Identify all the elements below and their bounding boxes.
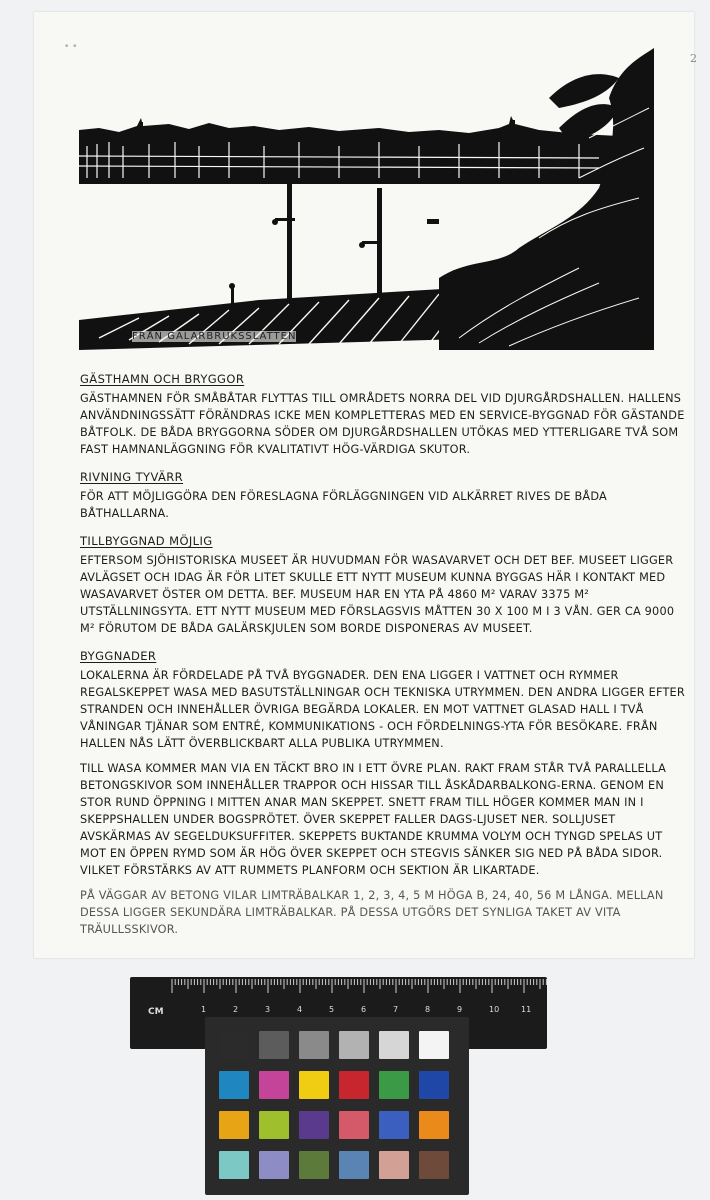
color-swatch [259,1151,289,1179]
section-heading: RIVNING TYVÄRR [80,470,184,484]
color-swatch [299,1151,329,1179]
color-swatch [219,1111,249,1139]
ruler-number: 4 [297,1005,303,1014]
section-extension [80,530,688,637]
section-paragraph: PÅ VÄGGAR AV BETONG VILAR LIMTRÄBALKAR 1, 2, 3, 4, 5 M HÖGA B, 24, 40, 56 M LÅNGA. MELLAN DESSA LIGGER SEKUNDÄRA LIMTRÄBALKAR. PÅ DESSA UTGÖRS DET SYNLIGA TAKET AV VITA TRÄULLSSKIVOR. [80,889,664,936]
color-swatch [379,1151,409,1179]
ruler-number: 5 [329,1005,335,1014]
color-swatch [259,1111,289,1139]
color-swatch [339,1071,369,1099]
section-guest-harbor [80,368,688,458]
document-body [80,368,688,946]
color-swatch [259,1071,289,1099]
color-swatch [419,1151,449,1179]
ruler-number: 9 [457,1005,463,1014]
section-paragraph: EFTERSOM SJÖHISTORISKA MUSEET ÄR HUVUDMAN FÖR WASAVARVET OCH DET BEF. MUSEET LIGGER AVLÄGSET OCH IDAG ÄR FÖR LITET SKULLE ETT NYTT MUSEUM KUNNA BYGGAS HÄR I KONTAKT MED WASAVARVET ÖSTER OM DETTA. BEF. MUSEUM HAR EN YTA PÅ 4860 M² VARAV 3375 M² UTSTÄLLNINGSYTA. ETT NYTT MUSEUM MED FÖRSLAGSVIS MÅTTEN 30 X 100 M I 3 VÅN. GER CA 9000 M² FÖRUTOM DE BÅDA GALÄRSKJULEN SOM BORDE DISPONERAS AV MUSEET. [80,554,675,635]
ruler-number: 3 [265,1005,271,1014]
color-swatch [219,1071,249,1099]
section-paragraph: GÄSTHAMNEN FÖR SMÅBÅTAR FLYTTAS TILL OMRÅDETS NORRA DEL VID DJURGÅRDSHALLEN. HALLENS ANVÄNDNINGSSÄTT FÖRÄNDRAS ICKE MEN KOMPLETTERAS MED EN SERVICE-BYGGNAD FÖR GÄSTANDE BÅTFOLK. DE BÅDA BRYGGORNA SÖDER OM DJURGÅRDSHALLEN UTÖKAS MED YTTERLIGARE TVÅ SOM FAST HAMNANLÄGGNING FÖR KVALITATIVT HÖG-VÄRDIGA SKUTOR. [80,392,685,456]
color-swatch [339,1151,369,1179]
color-swatch [419,1031,449,1059]
illustration-caption: FRÅN GALÄRBRUKSSLÄTTEN [132,331,297,342]
ruler-number: 8 [425,1005,431,1014]
color-swatch [379,1111,409,1139]
page-mark: • • [64,42,78,52]
ruler-number: 7 [393,1005,399,1014]
ruler-number: 10 [489,1005,500,1014]
page-number: 2 [690,52,697,65]
ruler-unit-label: CM [148,1007,164,1017]
section-heading: BYGGNADER [80,649,157,663]
ruler-number: 2 [233,1005,239,1014]
color-swatch [339,1031,369,1059]
color-swatch [379,1071,409,1099]
color-swatch [379,1031,409,1059]
color-swatch [419,1071,449,1099]
color-swatch [299,1071,329,1099]
ruler-number: 1 [201,1005,207,1014]
ruler-number: 6 [361,1005,367,1014]
harbor-sketch-illustration [79,38,654,350]
color-swatch [259,1031,289,1059]
color-swatch [219,1151,249,1179]
section-paragraph: LOKALERNA ÄR FÖRDELADE PÅ TVÅ BYGGNADER. DEN ENA LIGGER I VATTNET OCH RYMMER REGALSKEPPET WASA MED BASUTSTÄLLNINGAR OCH TEKNISKA UTRYMMEN. DEN ANDRA LIGGER EFTER STRANDEN OCH INNEHÅLLER ÖVRIGA BEGÄRDA LOKALER. EN MOT VATTNET GLASAD HALL I TVÅ VÅNINGAR TJÄNAR SOM ENTRÉ, KOMMUNIKATIONS - OCH FÖRDELNINGS-YTA FÖR BESÖKARE. FRÅN HALLEN NÅS LÄTT ÖVERBLICKBART ALLA PUBLIKA UTRYMMEN. [80,669,685,750]
section-paragraph: FÖR ATT MÖJLIGGÖRA DEN FÖRESLAGNA FÖRLÄGGNINGEN VID ALKÄRRET RIVES DE BÅDA BÅTHALLARNA. [80,490,607,520]
color-calibration-card [205,1017,469,1195]
section-demolition [80,466,688,522]
section-paragraph: TILL WASA KOMMER MAN VIA EN TÄCKT BRO IN I ETT ÖVRE PLAN. RAKT FRAM STÅR TVÅ PARALLELLA BETONGSKIVOR SOM INNEHÅLLER TRAPPOR OCH HISSAR TILL ÅSKÅDARBALKONG-ERNA. GENOM EN STOR RUND ÖPPNING I MITTEN ANAR MAN SKEPPET. SNETT FRAM TILL HÖGER KOMMER MAN IN I SKEPPSHALLEN UNDER BOGSPRÖTET. ÖVER SKEPPET FALLER DAGS-LJUSET NER. SOLLJUSET AVSKÄRMAS AV SEGELDUKSUFFITER. SKEPPETS BUKTANDE KRUMMA VOLYM OCH TYNGD SPELAS UT MOT EN ÖPPEN RYMD SOM ÄR HÖG ÖVER SKEPPET OCH STEGVIS SÄNKER SIG NED PÅ BÅDA SIDOR. VILKET FÖRSTÄRKS AV ATT RUMMETS PLANFORM OCH SEKTION ÄR LIKARTADE. [80,762,667,877]
color-swatch [339,1111,369,1139]
color-swatch [299,1031,329,1059]
color-swatch [419,1111,449,1139]
section-heading: GÄSTHAMN OCH BRYGGOR [80,372,245,386]
section-heading: TILLBYGGNAD MÖJLIG [80,534,213,548]
ruler-number: 11 [521,1005,532,1014]
color-swatch [219,1031,249,1059]
color-swatch [299,1111,329,1139]
section-buildings [80,645,688,938]
